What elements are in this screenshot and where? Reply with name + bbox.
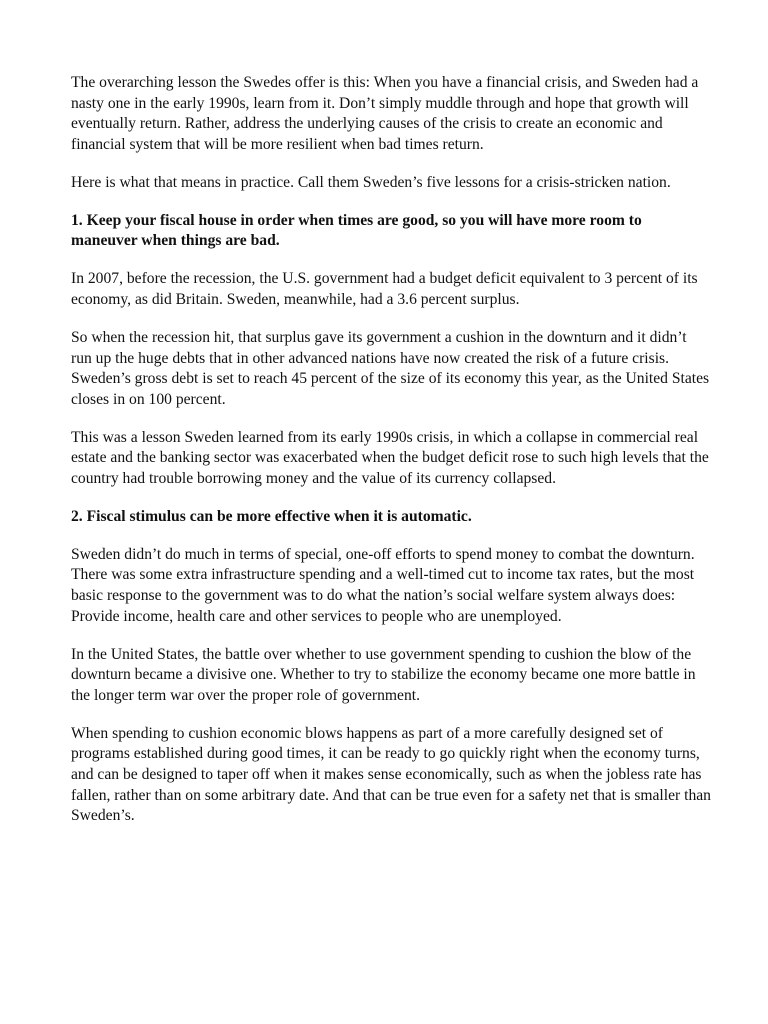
paragraph-1990s-lesson: This was a lesson Sweden learned from its early 1990s crisis, in which a collapse in commercial real estate and the banking sector was exacerbated when the budget deficit rose to such high levels that the country had trouble borrowing money and the value of its currency collapsed.	[71, 428, 709, 487]
paragraph-designed-programs: When spending to cushion economic blows happens as part of a more carefully designed set of programs established during good times, it can be ready to go quickly right when the economy turns, and can be designed to taper off when it makes sense economically, such as when the jobless rate has fallen, rather than on some arbitrary date. And that can be true even for a safety net that is smaller than Sweden’s.	[71, 724, 711, 825]
paragraph-budget-2007: In 2007, before the recession, the U.S. government had a budget deficit equivalent to 3 percent of its economy, as did Britain. Sweden, meanwhile, had a 3.6 percent surplus.	[71, 270, 698, 308]
paragraph-overarching-lesson: The overarching lesson the Swedes offer is this: When you have a financial crisis, and Sweden had a nasty one in the early 1990s, learn from it. Don’t simply muddle through and hope that growth will eventually return. Rather, address the underlying causes of the crisis to create an economic and financial system that will be more resilient when bad times return.	[71, 74, 699, 153]
paragraph-practice-intro: Here is what that means in practice. Call them Sweden’s five lessons for a crisis-stricken nation.	[71, 173, 671, 191]
lesson-heading-2: 2. Fiscal stimulus can be more effective when it is automatic.	[71, 507, 472, 525]
paragraph-sweden-response: Sweden didn’t do much in terms of special, one-off efforts to spend money to combat the downturn. There was some extra infrastructure spending and a well-timed cut to income tax rates, but the most basic response to the government was to do what the nation’s social welfare system always does: Provide income, health care and other services to people who are unemployed.	[71, 545, 695, 625]
lesson-heading-1: 1. Keep your fiscal house in order when times are good, so you will have more room to maneuver when things are bad.	[71, 211, 642, 250]
paragraph-surplus-cushion: So when the recession hit, that surplus gave its government a cushion in the downturn and it didn’t run up the huge debts that in other advanced nations have now created the risk of a future crisis. Sweden’s gross debt is set to reach 45 percent of the size of its economy this year, as the United States closes in on 100 percent.	[71, 328, 710, 408]
document-page	[71, 73, 711, 844]
paragraph-us-battle: In the United States, the battle over whether to use government spending to cushion the blow of the downturn became a divisive one. Whether to try to stabilize the economy became one more battle in the longer term war over the proper role of government.	[71, 645, 696, 704]
